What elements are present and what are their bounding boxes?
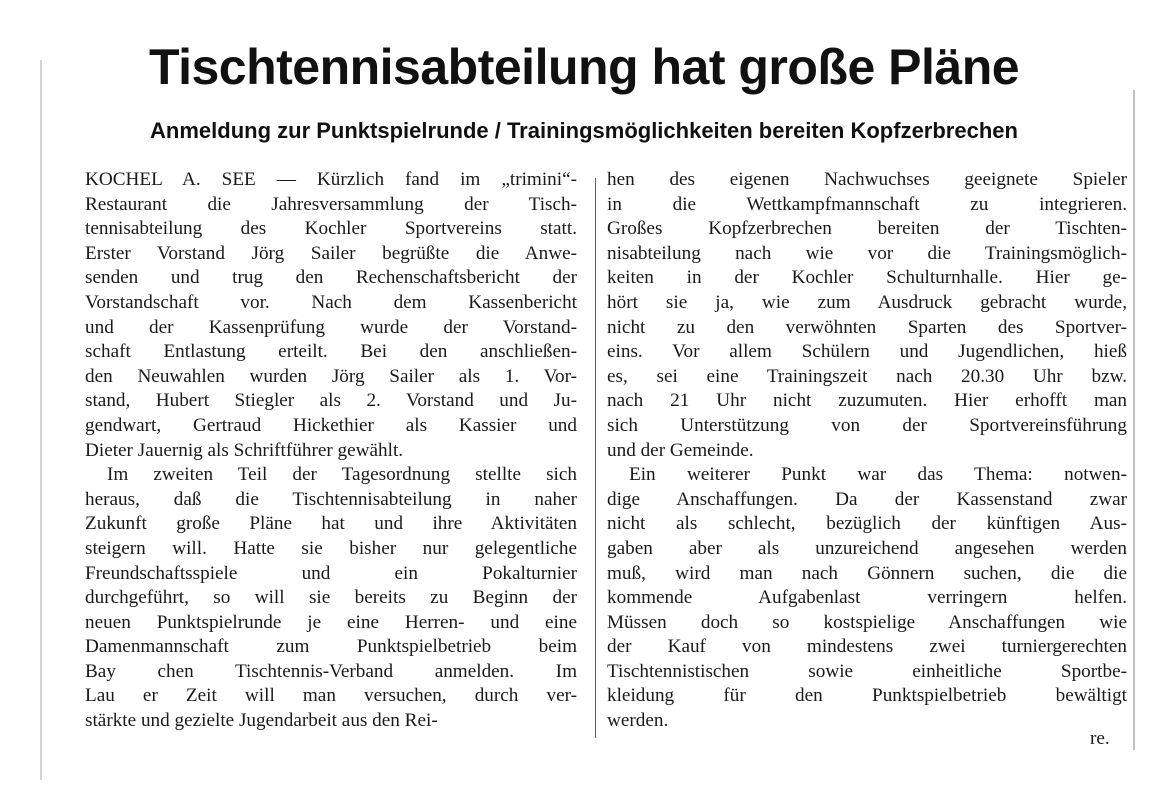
text-line: und der Kassenprüfung wurde der Vorstand- — [85, 316, 577, 338]
text-line: tennisabteilung des Kochler Sportvereins statt. — [85, 218, 577, 240]
scan-edge-right — [1133, 90, 1135, 750]
text-line: schaft Entlastung erteilt. Bei den anschließen- — [85, 341, 577, 363]
text-line: stand, Hubert Stiegler als 2. Vorstand und Ju- — [85, 390, 577, 412]
text-line: senden und trug den Rechenschaftsbericht der — [85, 267, 577, 289]
text-line: werden. — [607, 710, 669, 732]
text-line: KOCHEL A. SEE — Kürzlich fand im „trimini“- — [85, 169, 577, 190]
text-line: gendwart, Gertraud Hickethier als Kassier und — [85, 414, 577, 436]
text-line: Bay chen Tischtennis-Verband anmelden. Im — [85, 660, 577, 682]
text-line: kleidung für den Punktspielbetrieb bewältigt — [607, 685, 1127, 707]
text-line: durchgeführt, so will sie bereits zu Beginn der — [85, 587, 577, 609]
text-line: und der Gemeinde. — [607, 439, 754, 461]
text-line: Müssen doch so kostspielige Anschaffungen wie — [607, 611, 1127, 633]
article-headline: Tischtennisabteilung hat große Pläne — [148, 39, 1020, 95]
text-line: Ein weiterer Punkt war das Thema: notwen- — [629, 464, 1127, 486]
text-line: hen des eigenen Nachwuchses geeignete Spieler — [607, 169, 1127, 190]
text-line: Freundschaftsspiele und ein Pokalturnier — [85, 562, 577, 584]
text-line: nach 21 Uhr nicht zuzumuten. Hier erhofft man — [607, 390, 1127, 412]
text-line: Erster Vorstand Jörg Sailer begrüßte die Anwe- — [85, 242, 577, 264]
text-line: hört sie ja, wie zum Ausdruck gebracht wurde, — [607, 291, 1127, 313]
text-line: Restaurant die Jahresversammlung der Tisch- — [85, 193, 577, 215]
article-subheadline: Anmeldung zur Punktspielrunde / Trainingsmöglichkeiten bereiten Kopfzerbrechen — [150, 118, 1018, 143]
text-line: Dieter Jauernig als Schriftführer gewählt. — [85, 439, 404, 461]
text-line: muß, wird man nach Gönnern suchen, die die — [607, 562, 1127, 584]
text-line: nicht zu den verwöhnten Sparten des Sportver- — [607, 316, 1127, 338]
text-line: Lau er Zeit will man versuchen, durch ver- — [85, 685, 577, 707]
text-line: nicht als schlecht, bezüglich der künftigen Aus- — [607, 513, 1127, 535]
text-line: Vorstandschaft vor. Nach dem Kassenbericht — [85, 291, 577, 313]
text-line: Zukunft große Pläne hat und ihre Aktivitäten — [85, 513, 577, 535]
text-line: dige Anschaffungen. Da der Kassenstand zwar — [607, 488, 1127, 510]
text-line: Tischtennistischen sowie einheitliche Sportbe- — [607, 660, 1127, 682]
text-line: es, sei eine Trainingszeit nach 20.30 Uhr bzw. — [607, 365, 1127, 387]
text-line: stärkte und gezielte Jugendarbeit aus den Rei- — [85, 710, 438, 732]
text-line: kommende Aufgabenlast verringern helfen. — [607, 587, 1127, 609]
text-line: neuen Punktspielrunde je eine Herren- und eine — [85, 611, 577, 633]
article-column-right — [607, 168, 1127, 734]
text-line: Großes Kopfzerbrechen bereiten der Tischten- — [607, 218, 1127, 240]
text-line: Im zweiten Teil der Tagesordnung stellte sich — [107, 464, 577, 486]
text-line: nisabteilung nach wie vor die Trainingsmöglich- — [607, 242, 1127, 264]
text-line: heraus, daß die Tischtennisabteilung in naher — [85, 488, 577, 510]
text-line: in die Wettkampfmannschaft zu integrieren. — [607, 193, 1127, 215]
text-line: sich Unterstützung von der Sportvereinsführung — [607, 414, 1127, 436]
column-divider — [595, 178, 596, 738]
text-line: gaben aber als unzureichend angesehen werden — [607, 537, 1127, 559]
text-line: Damenmannschaft zum Punktspielbetrieb beim — [85, 636, 577, 658]
article-column-left — [85, 168, 577, 734]
text-line: den Neuwahlen wurden Jörg Sailer als 1. Vor- — [85, 365, 577, 387]
author-signature: re. — [1090, 728, 1110, 749]
text-line: steigern will. Hatte sie bisher nur gelegentliche — [85, 537, 577, 559]
text-line: keiten in der Kochler Schulturnhalle. Hier ge- — [607, 267, 1127, 289]
text-line: eins. Vor allem Schülern und Jugendlichen, hieß — [607, 341, 1127, 363]
scan-edge-left — [40, 60, 42, 780]
text-line: der Kauf von mindestens zwei turniergerechten — [607, 636, 1127, 658]
